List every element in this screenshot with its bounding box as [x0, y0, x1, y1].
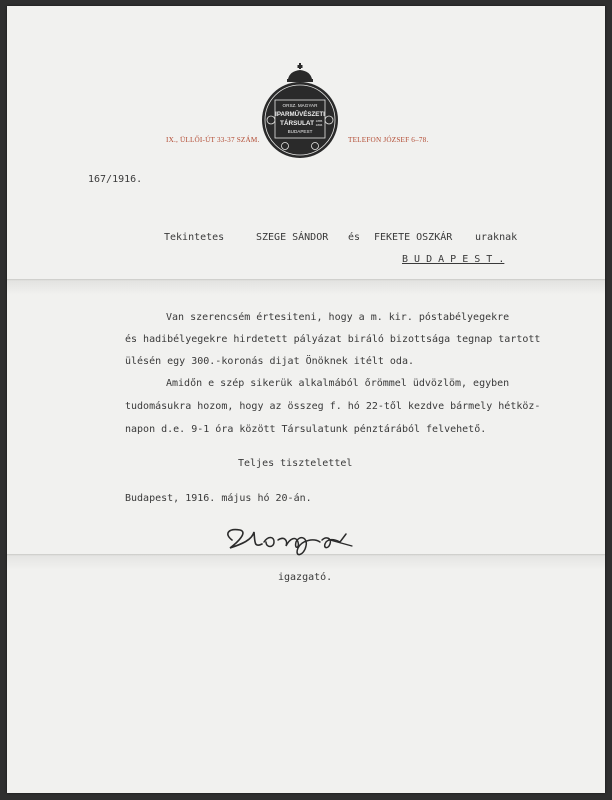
body-line: és hadibélyegekre hirdetett pályázat biráló bizottsága tegnap tartott — [125, 334, 541, 345]
body-line: Amidőn e szép sikerük alkalmából őrömmel üdvözlöm, egyben — [166, 378, 510, 389]
letterhead-phone: TELEFON JÓZSEF 6–78. — [348, 136, 429, 144]
body-line: ülésén egy 300.-koronás dijat Önöknek itélt oda. — [125, 356, 414, 367]
handwritten-signature — [218, 518, 368, 562]
crown-icon — [287, 63, 313, 82]
addressee-conjunction: és — [348, 232, 361, 243]
addressee-city: B U D A P E S T . — [402, 254, 505, 265]
body-line: tudomásukra hozom, hogy az összeg f. hó 22-től kezdve bármely hétköz- — [125, 401, 541, 412]
fold-shadow-top — [7, 281, 605, 295]
signatory-title: igazgató. — [278, 572, 333, 583]
seal-line-1: ORSZ. MAGYAR — [282, 103, 318, 108]
addressee-suffix: uraknak — [475, 232, 518, 243]
date-line: Budapest, 1916. május hó 20-án. — [125, 493, 312, 504]
letterhead-address: IX., ÜLLŐI-ÚT 33-37 SZÁM. — [166, 136, 260, 144]
society-seal-icon — [255, 63, 345, 163]
seal-line-3: TÁRSULAT — [280, 120, 314, 127]
addressee-salutation: Tekintetes — [164, 232, 225, 243]
seal-year-2: 1896 — [315, 123, 323, 127]
seal-line-2: IPARMŰVÉSZETI — [275, 111, 325, 118]
body-line: Van szerencsém értesiteni, hogy a m. kir. póstabélyegekre — [166, 312, 510, 323]
addressee-name-1: SZEGE SÁNDOR — [256, 232, 329, 243]
body-line: napon d.e. 9-1 óra között Társulatunk pénztárából felvehető. — [125, 424, 487, 435]
closing: Teljes tisztelettel — [238, 458, 353, 469]
seal-year-1: 1885 — [315, 119, 323, 123]
reference-number: 167/1916. — [88, 174, 143, 185]
seal-line-4: BUDAPEST — [287, 129, 313, 134]
addressee-name-2: FEKETE OSZKÁR — [374, 232, 453, 243]
